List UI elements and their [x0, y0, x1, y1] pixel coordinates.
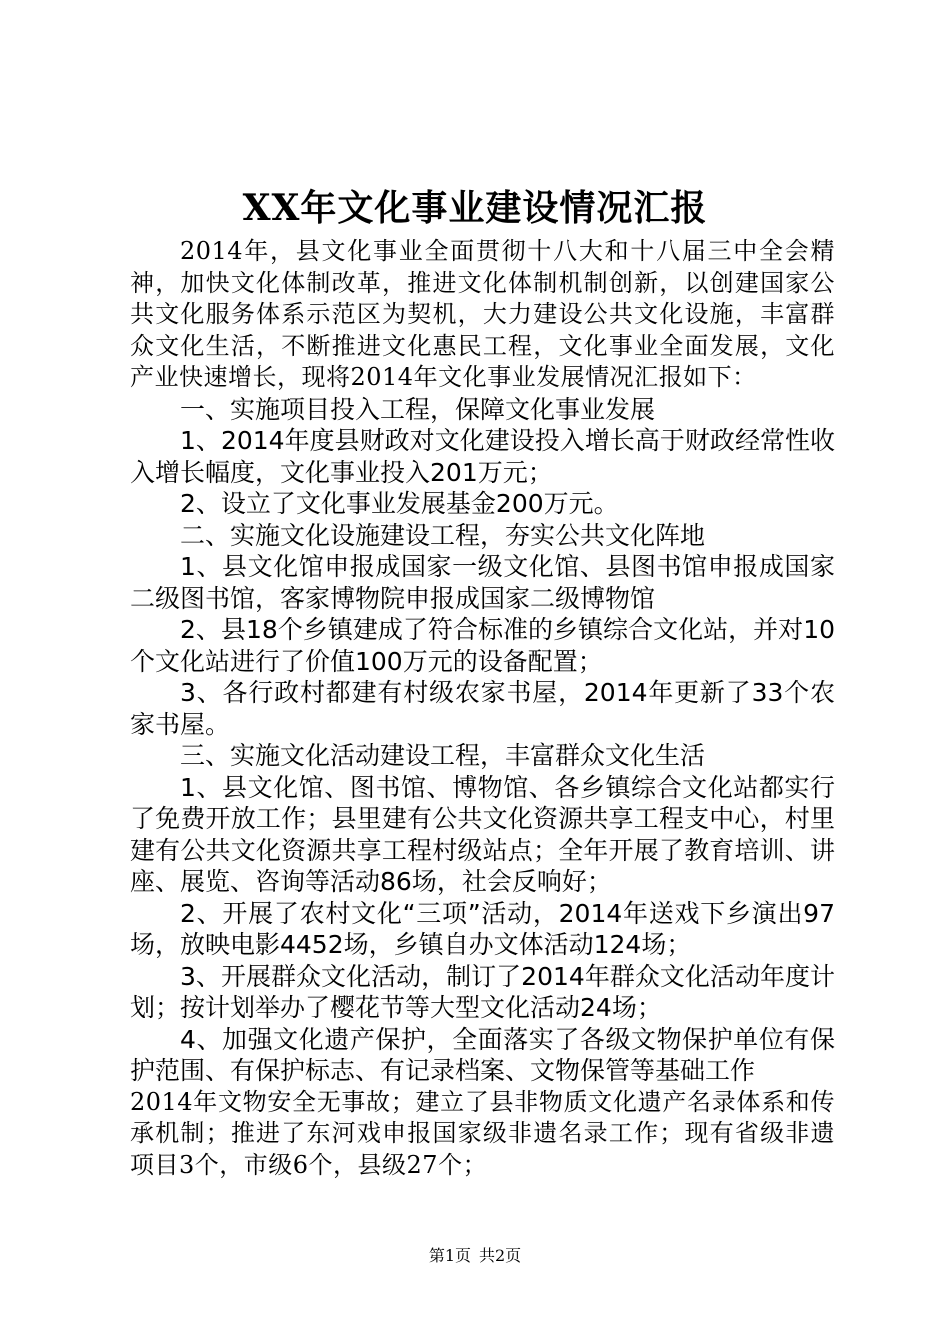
paragraph-item: 1、县文化馆、图书馆、博物馆、各乡镇综合文化站都实行了免费开放工作；县里建有公共文化资源共享工程支中心，村里建有公共文化资源共享工程村级站点；全年开展了教育培训、讲座、展览、咨询等活动86场，社会反响好；: [130, 772, 835, 896]
section-heading-1: 一、实施项目投入工程，保障文化事业发展: [180, 394, 656, 424]
paragraph-item: 4、加强文化遗产保护，全面落实了各级文物保护单位有保护范围、有保护标志、有记录档案、文物保管等基础工作: [130, 1024, 835, 1085]
document-body: [130, 236, 835, 1181]
paragraph-item: 1、县文化馆申报成国家一级文化馆、县图书馆申报成国家二级图书馆，客家博物院申报成国家二级博物馆: [130, 552, 835, 613]
paragraph-item: 2、县18个乡镇建成了符合标准的乡镇综合文化站，并对10个文化站进行了价值100万元的设备配置；: [130, 615, 835, 676]
section-heading-3: 三、实施文化活动建设工程，丰富群众文化生活: [180, 741, 706, 770]
paragraph-item: 2、开展了农村文化“三项”活动，2014年送戏下乡演出97场，放映电影4452场，乡镇自办文体活动124场；: [130, 898, 835, 959]
page-number: 第1页: [428, 1246, 471, 1265]
paragraph-intro: 2014年，县文化事业全面贯彻十八大和十八届三中全会精神，加快文化体制改革，推进文化体制机制创新，以创建国家公共文化服务体系示范区为契机，大力建设公共文化设施，丰富群众文化生活，不断推进文化惠民工程，文化事业全面发展，文化产业快速增长，现将2014年文化事业发展情况汇报如下：: [130, 237, 835, 391]
paragraph-continuation: 2014年文物安全无事故；建立了县非物质文化遗产名录体系和传承机制；推进了东河戏申报国家级非遗名录工作；现有省级非遗项目3个，市级6个，县级27个；: [130, 1087, 835, 1179]
paragraph-item: 3、各行政村都建有村级农家书屋，2014年更新了33个农家书屋。: [130, 678, 835, 739]
page-total: 共2页: [479, 1246, 522, 1265]
section-heading-2: 二、实施文化设施建设工程，夯实公共文化阵地: [180, 520, 706, 550]
paragraph-item: 1、2014年度县财政对文化建设投入增长高于财政经常性收入增长幅度，文化事业投入201万元；: [130, 426, 835, 487]
paragraph-item: 3、开展群众文化活动，制订了2014年群众文化活动年度计划；按计划举办了樱花节等大型文化活动24场；: [130, 961, 835, 1022]
paragraph-item: 2、设立了文化事业发展基金200万元。: [180, 489, 619, 518]
page-footer: [0, 1246, 950, 1266]
document-title: XX年文化事业建设情况汇报: [242, 187, 708, 229]
